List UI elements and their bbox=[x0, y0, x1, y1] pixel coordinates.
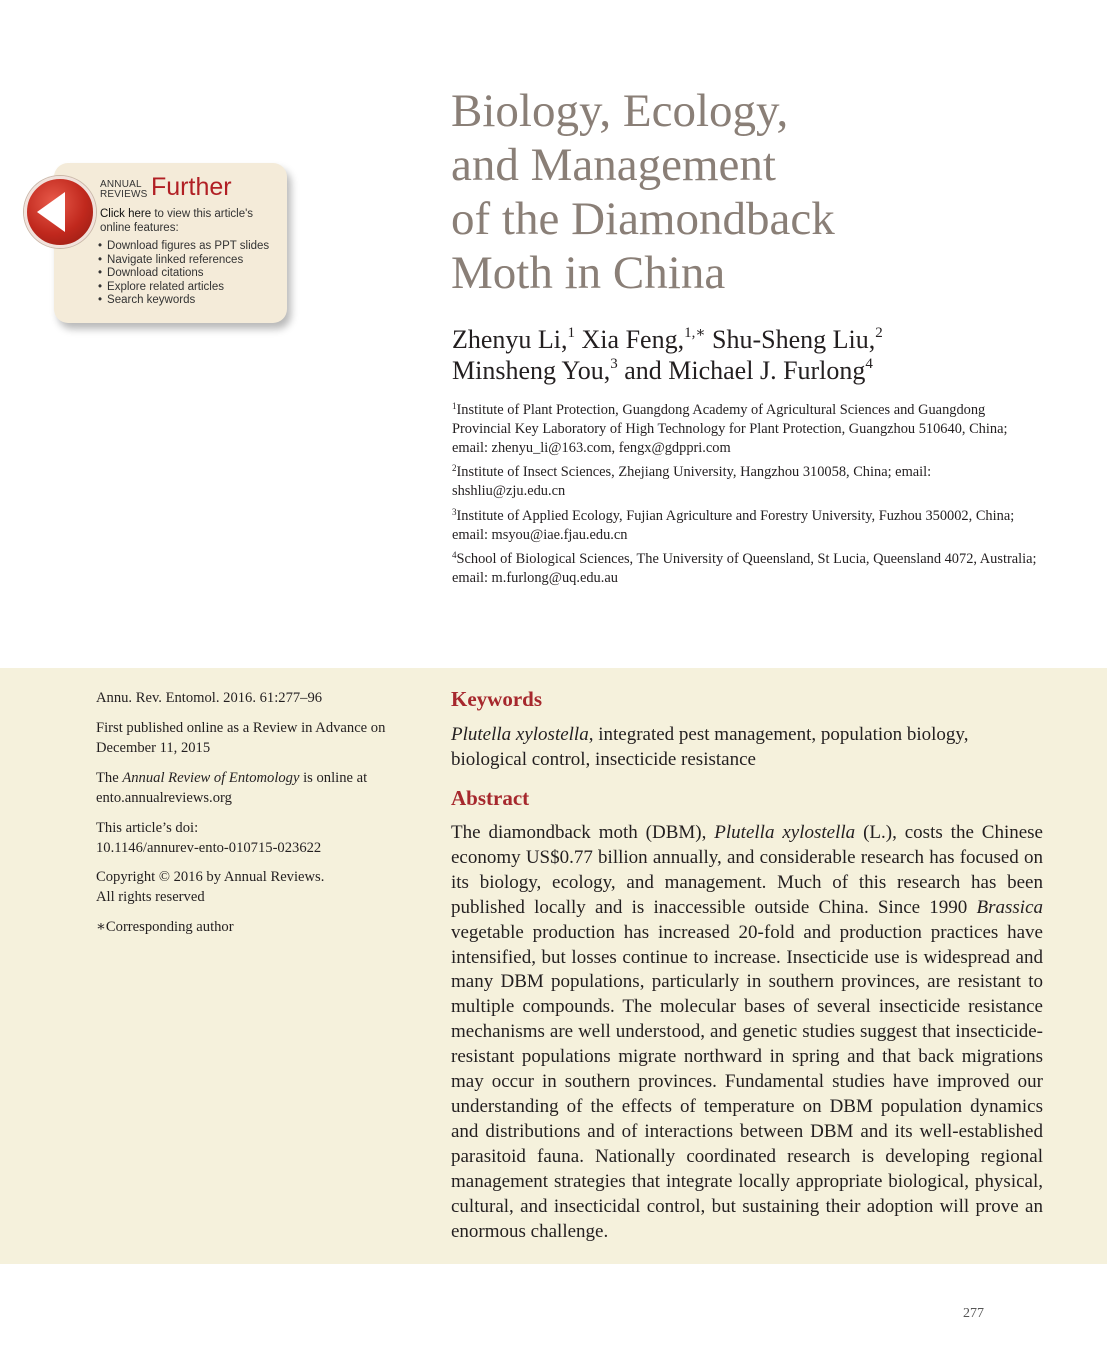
citation: Annu. Rev. Entomol. 2016. 61:277–96 bbox=[96, 690, 323, 706]
abstract-text bbox=[451, 821, 1043, 1244]
published-date: First published online as a Review in Advance on December 11, 2015 bbox=[96, 720, 386, 756]
list-item[interactable]: • Search keywords bbox=[98, 294, 269, 308]
page-number: 277 bbox=[963, 1306, 984, 1321]
list-item[interactable]: • Download figures as PPT slides bbox=[98, 240, 269, 254]
keywords-heading: Keywords bbox=[451, 687, 542, 711]
doi-label: This article’s doi: bbox=[96, 820, 199, 836]
author-name: Zhenyu Li, bbox=[452, 325, 568, 354]
affiliation bbox=[452, 401, 1042, 458]
affiliation-text: Institute of Insect Sciences, Zhejiang University, Hangzhou 310058, China; email: shshliu@zju.edu.cn bbox=[452, 464, 932, 499]
author-name: Shu-Sheng Liu, bbox=[712, 325, 876, 354]
affiliation bbox=[452, 507, 1042, 545]
author-sup: 2 bbox=[875, 325, 883, 341]
affiliation-text: Institute of Applied Ecology, Fujian Agriculture and Forestry University, Fuzhou 350002, China; email: msyou@iae.fjau.edu.cn bbox=[452, 508, 1015, 543]
keywords-text bbox=[451, 722, 1043, 772]
further-description-rest: to view this article's online features: bbox=[100, 208, 254, 234]
author-sup: 3 bbox=[610, 356, 618, 372]
abstract-part: The diamondback moth (DBM), bbox=[451, 822, 715, 843]
abstract-genus: Brassica bbox=[976, 896, 1043, 918]
further-feature-list bbox=[98, 240, 269, 308]
copyright bbox=[96, 868, 416, 907]
affiliation-sup: 1 bbox=[452, 401, 457, 411]
author-list bbox=[452, 324, 1012, 386]
logo-annual: ANNUAL bbox=[100, 179, 142, 190]
article-title bbox=[451, 84, 1011, 300]
rights-line: All rights reserved bbox=[96, 888, 205, 905]
logo-reviews: REVIEWS bbox=[100, 189, 148, 200]
copyright-line: Copyright © 2016 by Annual Reviews. bbox=[96, 869, 325, 885]
title-line: of the Diamondback bbox=[451, 193, 835, 245]
author-sup: 4 bbox=[865, 356, 873, 372]
further-title: Further bbox=[151, 173, 232, 201]
list-item[interactable]: • Explore related articles bbox=[98, 281, 269, 295]
keyword-species: Plutella xylostella bbox=[451, 724, 589, 745]
journal-name: Annual Review of Entomology bbox=[122, 770, 300, 786]
affiliation bbox=[452, 550, 1042, 588]
author-name: Minsheng You, bbox=[452, 356, 611, 385]
further-description bbox=[100, 208, 280, 235]
affiliation-sup: 2 bbox=[452, 463, 457, 473]
author-name: and Michael J. Furlong bbox=[624, 356, 866, 385]
click-here-link[interactable]: Click here bbox=[100, 208, 152, 220]
affiliation bbox=[452, 463, 1042, 501]
corresponding-author-note: ∗Corresponding author bbox=[96, 919, 234, 935]
keywords-rest: , integrated pest management, population biology, biological control, insecticide resistance bbox=[451, 724, 969, 770]
title-line: and Management bbox=[451, 139, 776, 191]
affiliation-sup: 3 bbox=[452, 507, 457, 517]
affiliation-sup: 4 bbox=[452, 550, 457, 560]
title-line: Biology, Ecology, bbox=[451, 85, 789, 137]
journal-online-pre: The bbox=[96, 770, 123, 786]
list-item[interactable]: • Navigate linked references bbox=[98, 254, 269, 268]
annual-reviews-logo bbox=[100, 180, 148, 200]
list-item[interactable]: • Download citations bbox=[98, 267, 269, 281]
abstract-part: (L.), costs the Chinese economy US$0.77 billion annually, and considerable research has focused on its biology, ecology, and management. Much of this research has been published locally and is inaccessible outside China. Since 1990 bbox=[451, 822, 1043, 918]
abstract-species: Plutella xylostella bbox=[714, 822, 856, 843]
author-sup: 1,∗ bbox=[684, 325, 706, 341]
title-line: Moth in China bbox=[451, 247, 726, 299]
journal-online-post: is online at ento.annualreviews.org bbox=[96, 770, 368, 806]
abstract-part: vegetable production has increased 20-fold and production practices have intensified, but losses continue to increase. Insecticide use is widespread and many DBM populations, particularly in southern provinces, are resistant to multiple compounds. The molecular bases of several insecticide resistance mechanisms are well understood, and genetic studies suggest that insecticide-resistant populations migrate northward in spring and that back migrations may occur in southern provinces. Fundamental studies have improved our understanding of the effects of temperature on DBM population dynamics and distributions and of interactions between DBM and its well-established parasitoid fauna. Nationally coordinated research is developing regional management strategies that integrate locally appropriate biological, physical, cultural, and insecticidal control, but sustaining their adoption will prove an enormous challenge. bbox=[451, 921, 1043, 1242]
author-sup: 1 bbox=[567, 325, 576, 341]
author-name: Xia Feng, bbox=[581, 325, 685, 354]
affiliation-text: School of Biological Sciences, The University of Queensland, St Lucia, Queensland 4072, Australia; email: m.furlong@uq.edu.au bbox=[452, 551, 1037, 586]
doi-link[interactable]: 10.1146/annurev-ento-010715-023622 bbox=[96, 839, 322, 856]
doi-block bbox=[96, 819, 416, 858]
abstract-heading: Abstract bbox=[451, 786, 530, 810]
back-arrow-icon[interactable] bbox=[24, 176, 96, 248]
affiliation-text: Institute of Plant Protection, Guangdong Academy of Agricultural Sciences and Guangdong Provincial Key Laboratory of High Technology for Plant Protection, Guangzhou 510640, China; email: zhenyu_li@163.com, fengx@gdppri.com bbox=[452, 402, 1008, 456]
journal-online bbox=[96, 769, 386, 808]
